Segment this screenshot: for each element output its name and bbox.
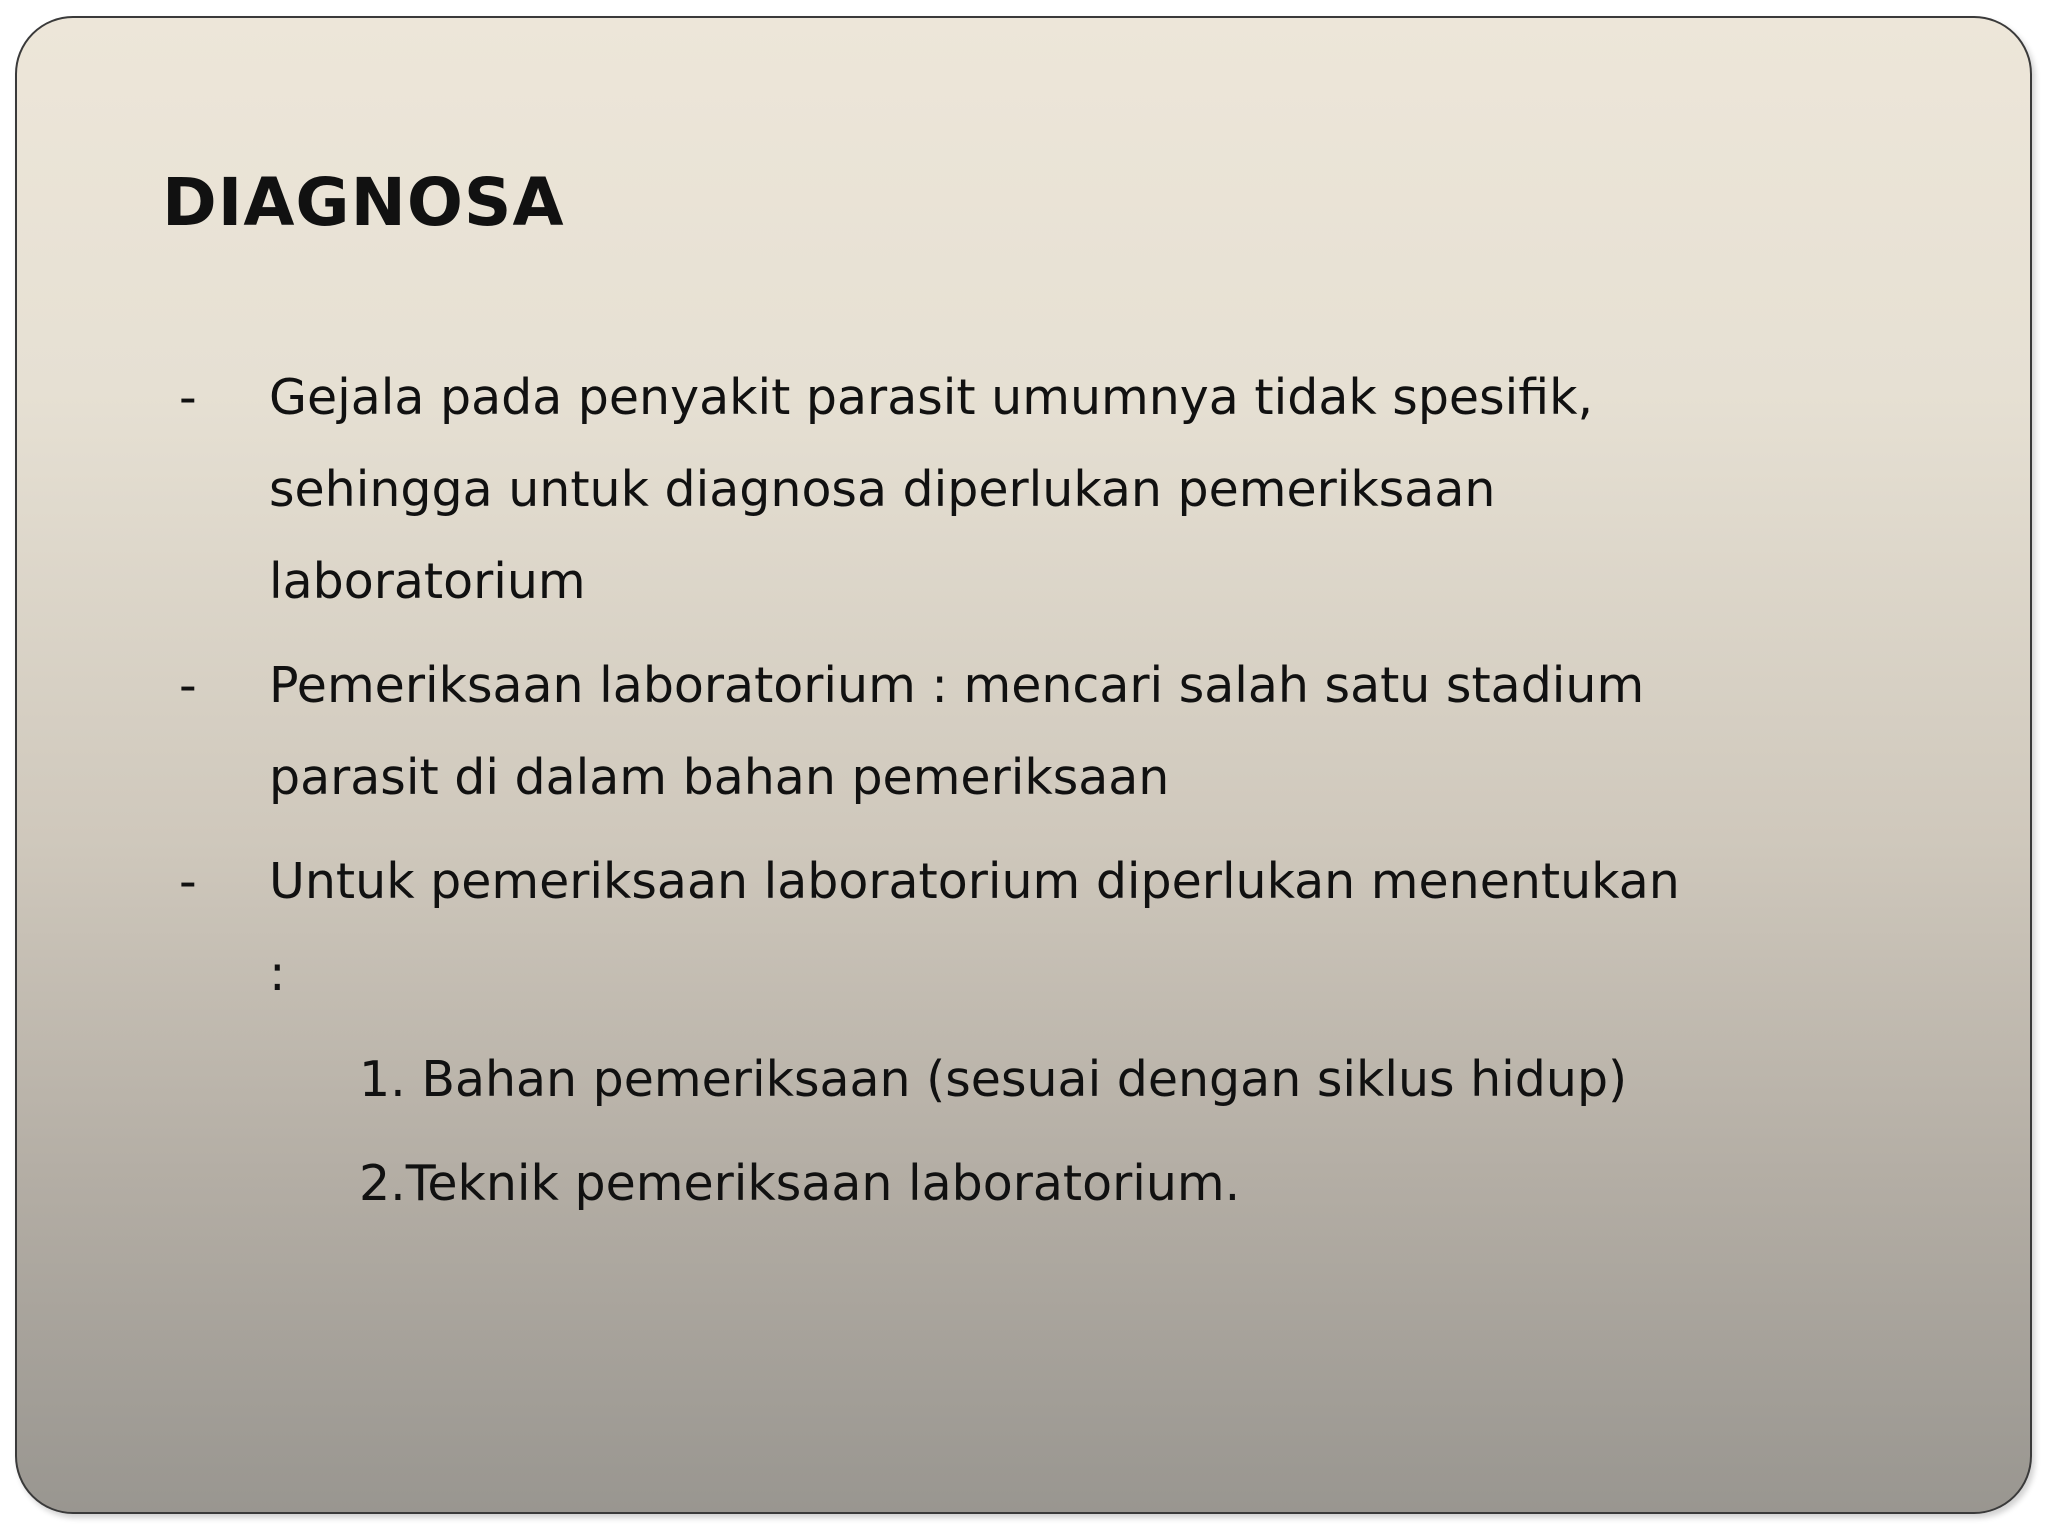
bullet-marker: - [179,657,197,714]
bullet-item [179,640,1879,824]
bullet-marker: - [179,369,197,426]
slide-title: DIAGNOSA [162,164,565,241]
bullet-text: Gejala pada penyakit parasit umumnya tidak spesifik, sehingga untuk diagnosa diperlukan pemeriksaan laboratorium [269,369,1594,610]
numbered-sub-item: 1. Bahan pemeriksaan (sesuai dengan siklus hidup) [359,1051,1628,1108]
bullet-item [179,836,1879,1020]
bullet-item [179,352,1879,628]
slide [15,16,2032,1514]
numbered-sub-item: 2.Teknik pemeriksaan laboratorium. [359,1155,1241,1212]
bullet-text: Untuk pemeriksaan laboratorium diperlukan menentukan : [269,853,1680,1002]
bullet-marker: - [179,853,197,910]
bullet-text: Pemeriksaan laboratorium : mencari salah satu stadium parasit di dalam bahan pemeriksaan [269,657,1645,806]
